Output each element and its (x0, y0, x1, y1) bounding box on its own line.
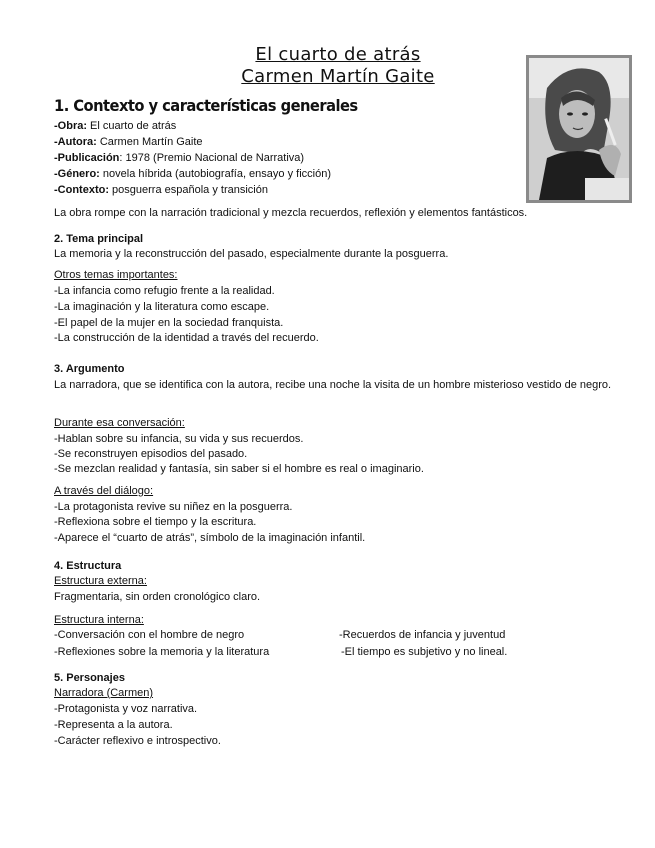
info-item-genero (54, 167, 331, 182)
list-item: -La construcción de la identidad a través del recuerdo. (54, 332, 319, 344)
list-item: -Se mezclan realidad y fantasía, sin saber si el hombre es real o imaginario. (54, 463, 424, 475)
document-title: El cuarto de atrás (255, 44, 421, 65)
author-portrait-image (529, 58, 629, 200)
list-item: -Hablan sobre su infancia, su vida y sus recuerdos. (54, 433, 304, 445)
section-2-text: La memoria y la reconstrucción del pasado, especialmente durante la posguerra. (54, 248, 449, 260)
section-4-external-text: Fragmentaria, sin orden cronológico claro. (54, 591, 261, 603)
list-item: -La imaginación y la literatura como escape. (54, 301, 270, 313)
info-label: -Autora: (54, 136, 97, 148)
info-item-contexto (54, 183, 268, 198)
info-item-obra (54, 119, 176, 134)
info-item-autora (54, 135, 203, 150)
info-value: novela híbrida (autobiografía, ensayo y ficción) (99, 168, 331, 180)
info-label: -Contexto: (54, 184, 109, 196)
list-item: -Aparece el “cuarto de atrás”, símbolo de la imaginación infantil. (54, 532, 366, 544)
info-label: -Obra: (54, 120, 87, 132)
info-value: El cuarto de atrás (87, 120, 177, 132)
list-item: -Reflexiona sobre el tiempo y la escritura. (54, 516, 257, 528)
section-1-heading: 1. Contexto y características generales (54, 96, 358, 115)
list-item: -Carácter reflexivo e introspectivo. (54, 735, 221, 747)
section-4-subheading-external: Estructura externa: (54, 575, 147, 587)
info-value: Carmen Martín Gaite (96, 136, 203, 148)
section-4-subheading-internal: Estructura interna: (54, 614, 144, 626)
structure-item-left: -Conversación con el hombre de negro (54, 629, 245, 641)
list-item: -La protagonista revive su niñez en la posguerra. (54, 501, 293, 513)
list-item: -Se reconstruyen episodios del pasado. (54, 448, 248, 460)
info-value: posguerra española y transición (109, 184, 268, 196)
structure-item-right: -El tiempo es subjetivo y no lineal. (341, 646, 508, 658)
list-item: -El papel de la mujer en la sociedad franquista. (54, 317, 284, 329)
section-5-subheading: Narradora (Carmen) (54, 687, 154, 699)
info-value: : 1978 (Premio Nacional de Narrativa) (119, 152, 305, 164)
info-item-publicacion (54, 151, 304, 166)
list-item: -Representa a la autora. (54, 719, 173, 731)
section-3-text: La narradora, que se identifica con la autora, recibe una noche la visita de un hombre misterioso vestido de negro. (54, 379, 612, 391)
section-3-subheading-1: Durante esa conversación: (54, 417, 185, 429)
list-item: -La infancia como refugio frente a la realidad. (54, 285, 275, 297)
section-1-summary: La obra rompe con la narración tradicional y mezcla recuerdos, reflexión y elementos fantásticos. (54, 207, 528, 219)
info-label: -Publicación (54, 152, 120, 164)
section-2-subheading: Otros temas importantes: (54, 269, 178, 281)
info-label: -Género: (54, 168, 100, 180)
list-item: -Protagonista y voz narrativa. (54, 703, 198, 715)
section-3-subheading-2: A través del diálogo: (54, 485, 154, 497)
section-2-heading: 2. Tema principal (54, 233, 144, 245)
section-4-heading: 4. Estructura (54, 560, 122, 572)
structure-item-left: -Reflexiones sobre la memoria y la literatura (54, 646, 270, 658)
section-5-heading: 5. Personajes (54, 672, 125, 684)
structure-item-right: -Recuerdos de infancia y juventud (339, 629, 506, 641)
author-photo (526, 55, 632, 203)
section-3-heading: 3. Argumento (54, 363, 125, 375)
document-author-title: Carmen Martín Gaite (241, 66, 435, 87)
